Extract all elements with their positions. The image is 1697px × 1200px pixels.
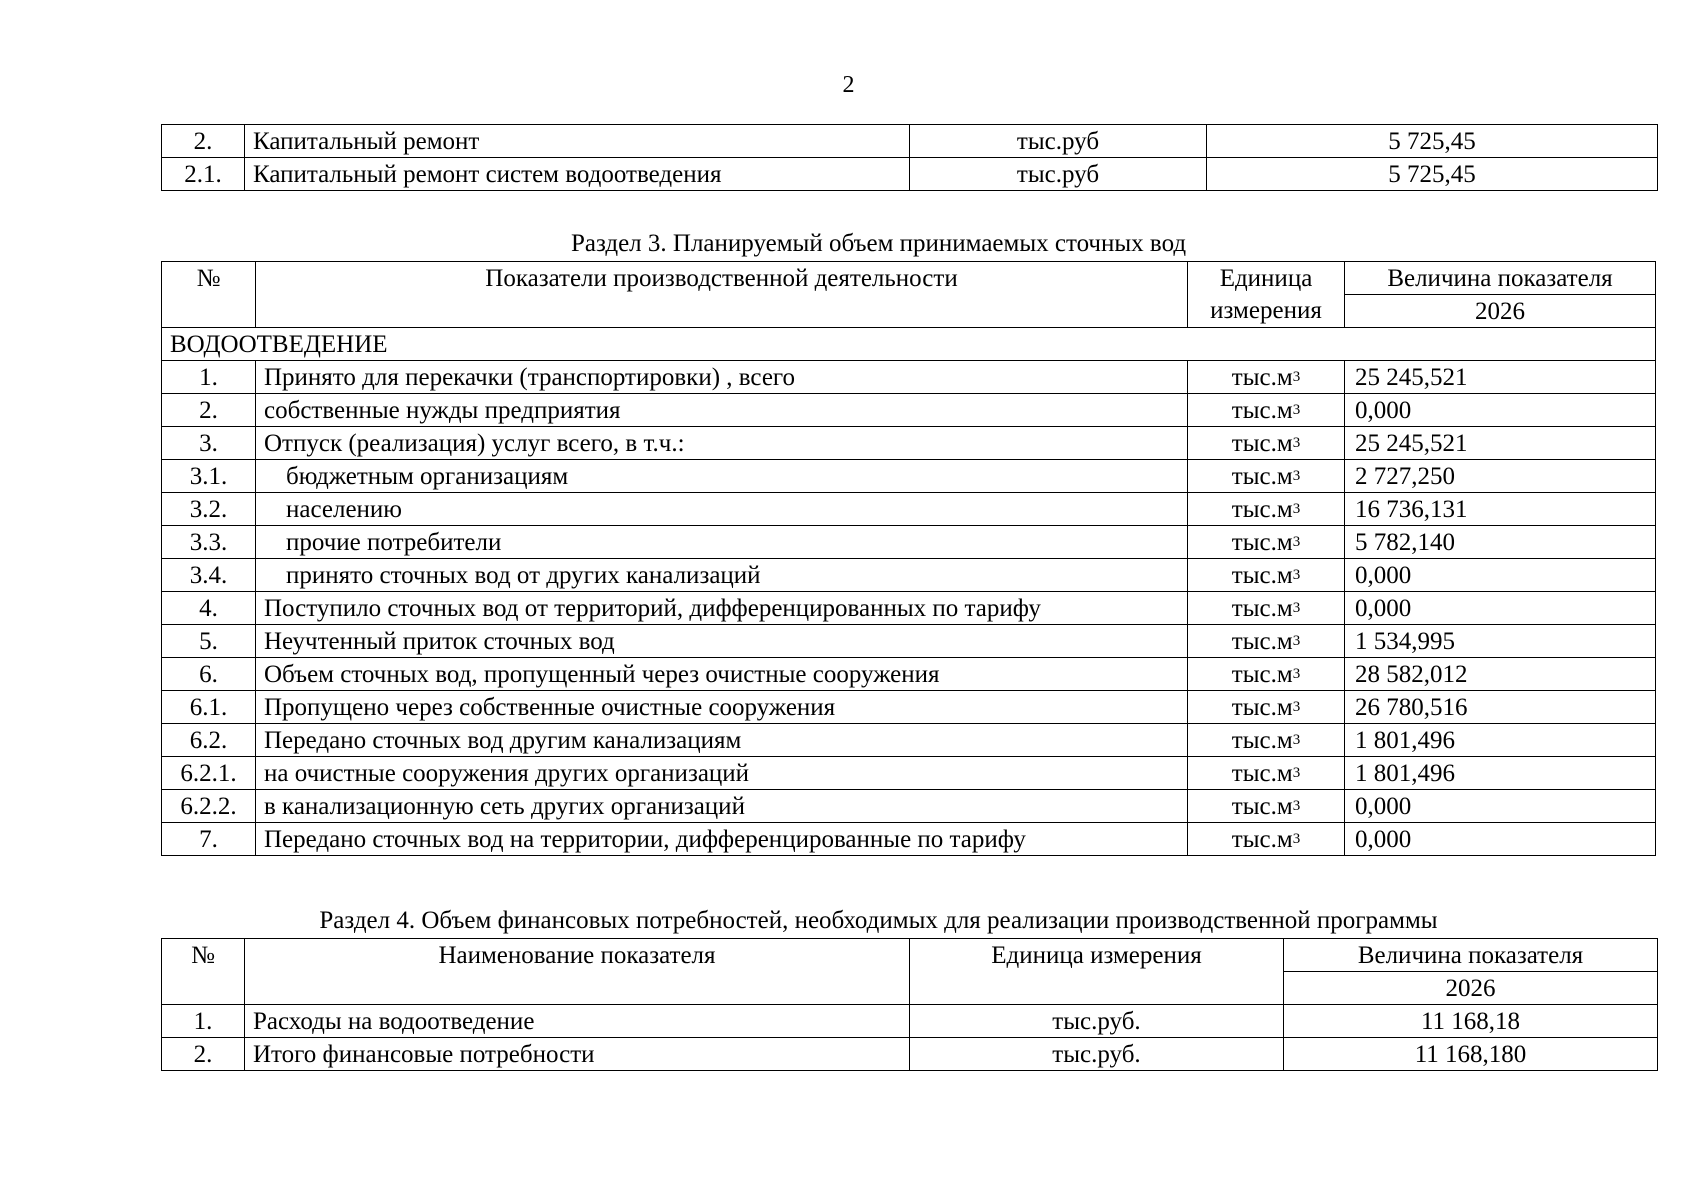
unit-base: тыс.м	[1231, 528, 1293, 556]
unit-exponent: 3	[1292, 500, 1301, 517]
table-row	[162, 526, 1656, 559]
unit-exponent: 3	[1292, 401, 1301, 418]
row-value: 2 727,250	[1345, 460, 1656, 493]
row-value: 26 780,516	[1345, 691, 1656, 724]
row-name: Пропущено через собственные очистные сооружения	[256, 691, 1188, 724]
row-name: Капитальный ремонт	[245, 125, 910, 158]
unit-exponent: 3	[1292, 434, 1301, 451]
row-number: 2.	[162, 125, 245, 158]
table-row	[162, 1038, 1658, 1071]
row-unit	[1188, 460, 1345, 493]
header-name: Наименование показателя	[245, 939, 910, 1005]
unit-base: тыс.м	[1231, 462, 1293, 490]
unit-exponent: 3	[1292, 797, 1301, 814]
unit-base: тыс.м	[1231, 627, 1293, 655]
header-value: Величина показателя	[1345, 262, 1656, 295]
row-value: 25 245,521	[1345, 427, 1656, 460]
row-name: Поступило сточных вод от территорий, дифференцированных по тарифу	[256, 592, 1188, 625]
row-unit	[1188, 394, 1345, 427]
table-row	[162, 460, 1656, 493]
row-unit	[1188, 493, 1345, 526]
row-name: бюджетным организациям	[256, 460, 1188, 493]
unit-exponent: 3	[1292, 566, 1301, 583]
row-value: 1 801,496	[1345, 757, 1656, 790]
row-name: населению	[256, 493, 1188, 526]
table-row	[162, 658, 1656, 691]
row-number: 2.	[162, 394, 256, 427]
section4-table	[161, 938, 1658, 1071]
table-row	[162, 361, 1656, 394]
table-row	[162, 592, 1656, 625]
row-value: 0,000	[1345, 823, 1656, 856]
row-number: 4.	[162, 592, 256, 625]
unit-exponent: 3	[1292, 368, 1301, 385]
row-name: Неучтенный приток сточных вод	[256, 625, 1188, 658]
row-number: 1.	[162, 1005, 245, 1038]
row-number: 6.2.1.	[162, 757, 256, 790]
row-name: Принято для перекачки (транспортировки) , всего	[256, 361, 1188, 394]
row-number: 3.3.	[162, 526, 256, 559]
table-row	[162, 625, 1656, 658]
row-number: 6.1.	[162, 691, 256, 724]
row-value: 16 736,131	[1345, 493, 1656, 526]
row-name: в канализационную сеть других организаций	[256, 790, 1188, 823]
header-unit: Единица измерения	[910, 939, 1284, 1005]
unit-base: тыс.м	[1231, 693, 1293, 721]
row-value: 0,000	[1345, 394, 1656, 427]
row-number: 3.1.	[162, 460, 256, 493]
row-name: Расходы на водоотведение	[245, 1005, 910, 1038]
table-row	[162, 559, 1656, 592]
table-row	[162, 158, 1658, 191]
section2-table	[161, 124, 1658, 191]
row-unit	[1188, 361, 1345, 394]
header-value: Величина показателя	[1284, 939, 1658, 972]
table-row	[162, 691, 1656, 724]
row-number: 2.	[162, 1038, 245, 1071]
section4-title: Раздел 4. Объем финансовых потребностей, необходимых для реализации производственной программы	[319, 907, 1438, 934]
row-number: 3.2.	[162, 493, 256, 526]
header-indicator: Показатели производственной деятельности	[256, 262, 1188, 328]
row-number: 6.2.	[162, 724, 256, 757]
row-name: Отпуск (реализация) услуг всего, в т.ч.:	[256, 427, 1188, 460]
unit-base: тыс.м	[1231, 495, 1293, 523]
unit-base: тыс.м	[1231, 759, 1293, 787]
unit-base: тыс.м	[1231, 726, 1293, 754]
row-unit	[1188, 625, 1345, 658]
row-unit: тыс.руб.	[910, 1005, 1284, 1038]
row-unit	[1188, 592, 1345, 625]
unit-base: тыс.м	[1231, 561, 1293, 589]
row-unit	[1188, 526, 1345, 559]
row-unit	[1188, 724, 1345, 757]
unit-base: тыс.м	[1231, 825, 1293, 853]
row-value: 28 582,012	[1345, 658, 1656, 691]
header-number: №	[162, 939, 245, 1005]
row-number: 6.2.2.	[162, 790, 256, 823]
row-name: Передано сточных вод на территории, дифференцированные по тарифу	[256, 823, 1188, 856]
row-number: 6.	[162, 658, 256, 691]
unit-exponent: 3	[1292, 467, 1301, 484]
unit-base: тыс.м	[1231, 594, 1293, 622]
table-header-row	[162, 939, 1658, 972]
row-name: Передано сточных вод другим канализациям	[256, 724, 1188, 757]
row-unit	[1188, 790, 1345, 823]
unit-exponent: 3	[1292, 599, 1301, 616]
unit-base: тыс.м	[1231, 660, 1293, 688]
header-year: 2026	[1345, 295, 1656, 328]
row-unit	[1188, 559, 1345, 592]
table-row	[162, 823, 1656, 856]
row-name: принято сточных вод от других канализаций	[256, 559, 1188, 592]
header-year: 2026	[1284, 972, 1658, 1005]
row-name: Объем сточных вод, пропущенный через очистные сооружения	[256, 658, 1188, 691]
row-value: 11 168,18	[1284, 1005, 1658, 1038]
table-row	[162, 757, 1656, 790]
table-row	[162, 724, 1656, 757]
section3-table	[161, 261, 1656, 856]
unit-exponent: 3	[1292, 698, 1301, 715]
header-number: №	[162, 262, 256, 328]
row-name: собственные нужды предприятия	[256, 394, 1188, 427]
row-unit	[1188, 823, 1345, 856]
section3-title: Раздел 3. Планируемый объем принимаемых сточных вод	[570, 230, 1187, 257]
row-value: 0,000	[1345, 790, 1656, 823]
page-number: 2	[842, 72, 855, 98]
row-number: 3.4.	[162, 559, 256, 592]
row-number: 1.	[162, 361, 256, 394]
unit-base: тыс.м	[1231, 396, 1293, 424]
table-row	[162, 790, 1656, 823]
row-number: 7.	[162, 823, 256, 856]
row-unit: тыс.руб	[910, 158, 1207, 191]
table-row	[162, 125, 1658, 158]
row-value: 5 782,140	[1345, 526, 1656, 559]
row-value: 0,000	[1345, 559, 1656, 592]
table-row	[162, 394, 1656, 427]
unit-exponent: 3	[1292, 632, 1301, 649]
table-header-row	[162, 262, 1656, 295]
group-label: ВОДООТВЕДЕНИЕ	[162, 328, 1656, 361]
row-unit	[1188, 658, 1345, 691]
header-unit-line1: Единица	[1188, 262, 1345, 295]
unit-exponent: 3	[1292, 830, 1301, 847]
unit-exponent: 3	[1292, 764, 1301, 781]
row-value: 1 801,496	[1345, 724, 1656, 757]
row-unit	[1188, 757, 1345, 790]
row-unit: тыс.руб	[910, 125, 1207, 158]
row-unit: тыс.руб.	[910, 1038, 1284, 1071]
row-value: 11 168,180	[1284, 1038, 1658, 1071]
unit-base: тыс.м	[1231, 363, 1293, 391]
header-unit-line2: измерения	[1188, 295, 1345, 328]
row-value: 25 245,521	[1345, 361, 1656, 394]
row-name: прочие потребители	[256, 526, 1188, 559]
row-unit	[1188, 427, 1345, 460]
row-value: 1 534,995	[1345, 625, 1656, 658]
table-row	[162, 493, 1656, 526]
table-row	[162, 427, 1656, 460]
unit-exponent: 3	[1292, 731, 1301, 748]
row-unit	[1188, 691, 1345, 724]
row-name: Итого финансовые потребности	[245, 1038, 910, 1071]
unit-exponent: 3	[1292, 533, 1301, 550]
row-value: 5 725,45	[1207, 158, 1658, 191]
group-row	[162, 328, 1656, 361]
row-value: 0,000	[1345, 592, 1656, 625]
unit-exponent: 3	[1292, 665, 1301, 682]
row-number: 2.1.	[162, 158, 245, 191]
row-number: 5.	[162, 625, 256, 658]
row-name: Капитальный ремонт систем водоотведения	[245, 158, 910, 191]
row-value: 5 725,45	[1207, 125, 1658, 158]
unit-base: тыс.м	[1231, 429, 1293, 457]
row-name: на очистные сооружения других организаций	[256, 757, 1188, 790]
unit-base: тыс.м	[1231, 792, 1293, 820]
row-number: 3.	[162, 427, 256, 460]
table-row	[162, 1005, 1658, 1038]
